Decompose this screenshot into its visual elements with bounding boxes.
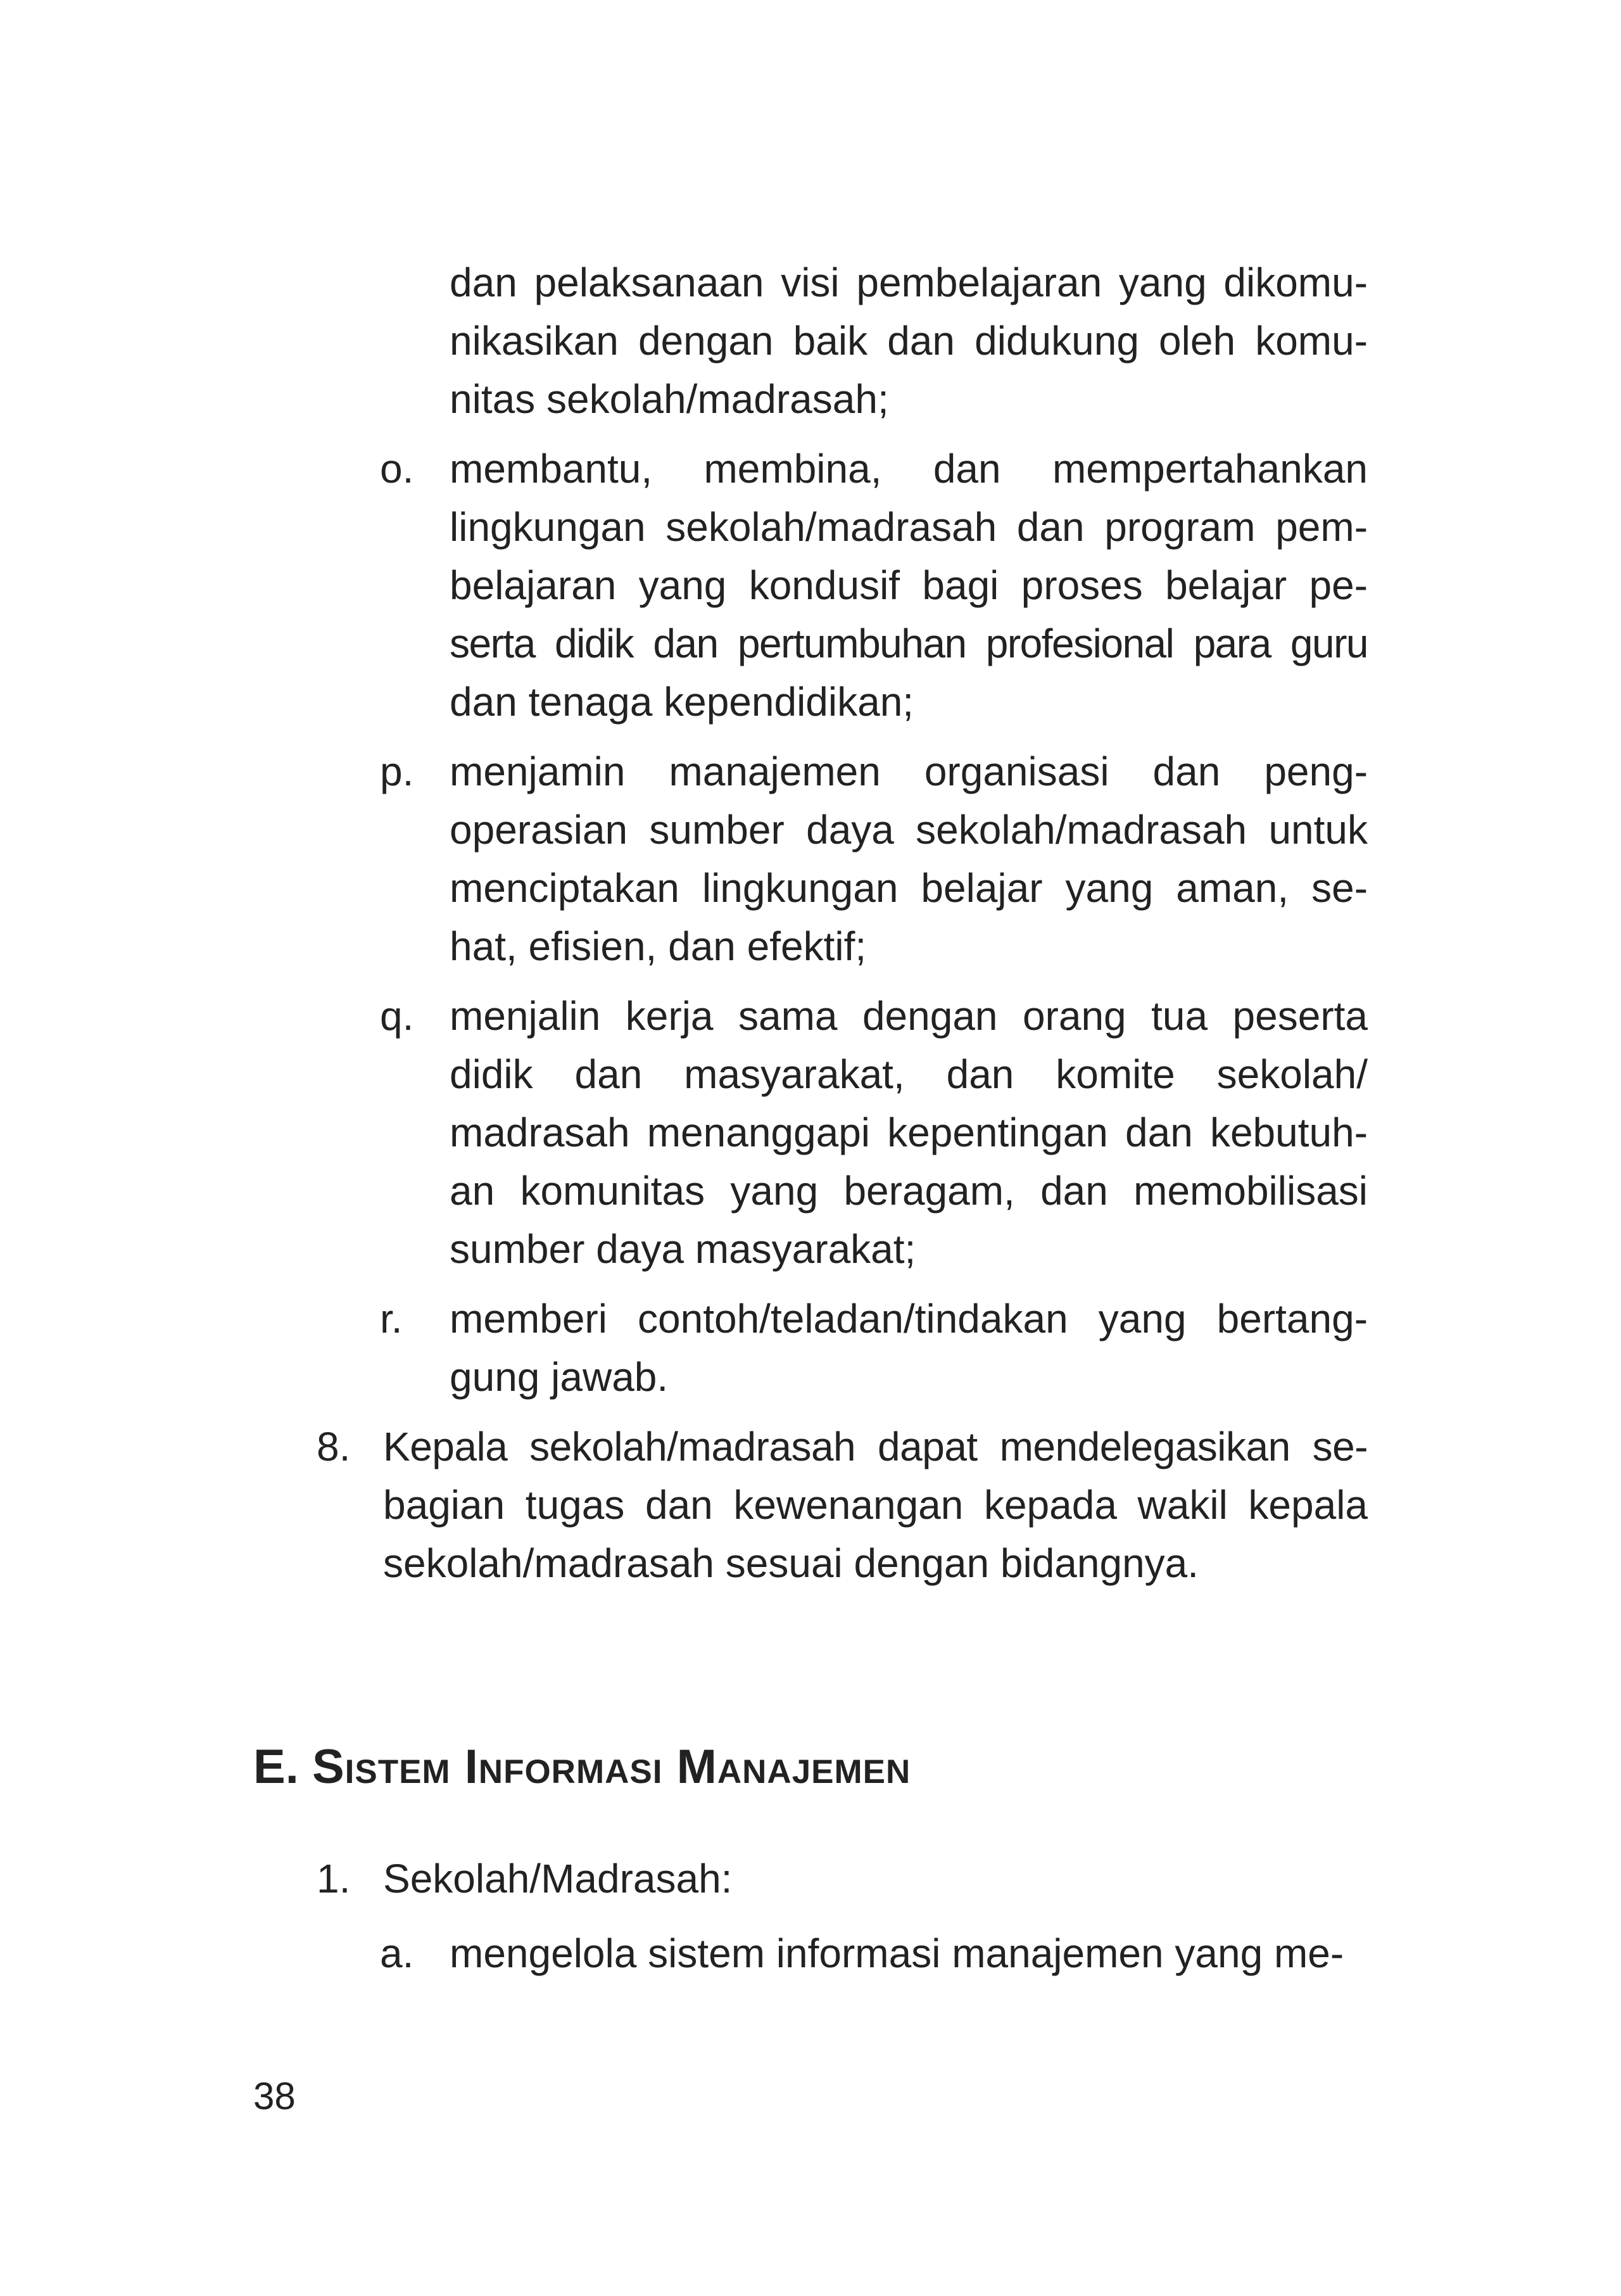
list-item-r-line: gung jawab. (450, 1354, 669, 1400)
list-marker-a: a. (380, 1931, 414, 1976)
continuation-line: nitas sekolah/madrasah; (450, 376, 889, 422)
page-number: 38 (253, 2075, 296, 2117)
list-marker-r: r. (380, 1296, 403, 1341)
continuation-line: nikasikan dengan baik dan didukung oleh komu- (450, 318, 1368, 364)
list-item-p-line: menjamin manajemen organisasi dan peng- (450, 749, 1368, 794)
list-item-o-line: membantu, membina, dan mempertahankan (450, 446, 1368, 492)
list-item-1-text: Sekolah/Madrasah: (383, 1856, 733, 1901)
list-item-q-line: an komunitas yang beragam, dan memobilisasi (450, 1168, 1368, 1214)
section-heading (253, 1735, 911, 1799)
section-title: Sistem Informasi Manajemen (312, 1740, 911, 1794)
list-marker-p: p. (380, 749, 414, 794)
list-marker-8: 8. (317, 1424, 351, 1469)
list-item-o-line: dan tenaga kependidikan; (450, 679, 914, 725)
list-item-q-line: madrasah menanggapi kepentingan dan kebutuh- (450, 1110, 1368, 1155)
list-item-8-line: bagian tugas dan kewenangan kepada wakil kepala (383, 1482, 1368, 1528)
list-marker-1: 1. (317, 1856, 351, 1901)
list-item-o-line: lingkungan sekolah/madrasah dan program pem- (450, 504, 1368, 550)
section-letter: E. (253, 1740, 299, 1794)
list-item-8-line: sekolah/madrasah sesuai dengan bidangnya. (383, 1540, 1199, 1586)
list-item-o-line: serta didik dan pertumbuhan profesional para guru (450, 621, 1368, 666)
list-item-q-line: didik dan masyarakat, dan komite sekolah/ (450, 1051, 1368, 1097)
list-item-p-line: menciptakan lingkungan belajar yang aman, se- (450, 865, 1368, 911)
list-item-o-line: belajaran yang kondusif bagi proses belajar pe- (450, 562, 1368, 608)
list-item-r-line: memberi contoh/teladan/tindakan yang bertang- (450, 1296, 1368, 1341)
list-marker-o: o. (380, 446, 414, 492)
list-item-8-line: Kepala sekolah/madrasah dapat mendelegasikan se- (383, 1424, 1368, 1469)
list-item-q-line: menjalin kerja sama dengan orang tua peserta (450, 993, 1368, 1039)
list-item-a-text: mengelola sistem informasi manajemen yang me- (450, 1931, 1344, 1976)
list-item-q-line: sumber daya masyarakat; (450, 1226, 916, 1272)
list-item-p-line: hat, efisien, dan efektif; (450, 923, 867, 969)
list-item-p-line: operasian sumber daya sekolah/madrasah untuk (450, 807, 1368, 853)
continuation-line: dan pelaksanaan visi pembelajaran yang dikomu- (450, 260, 1368, 305)
list-marker-q: q. (380, 993, 414, 1039)
